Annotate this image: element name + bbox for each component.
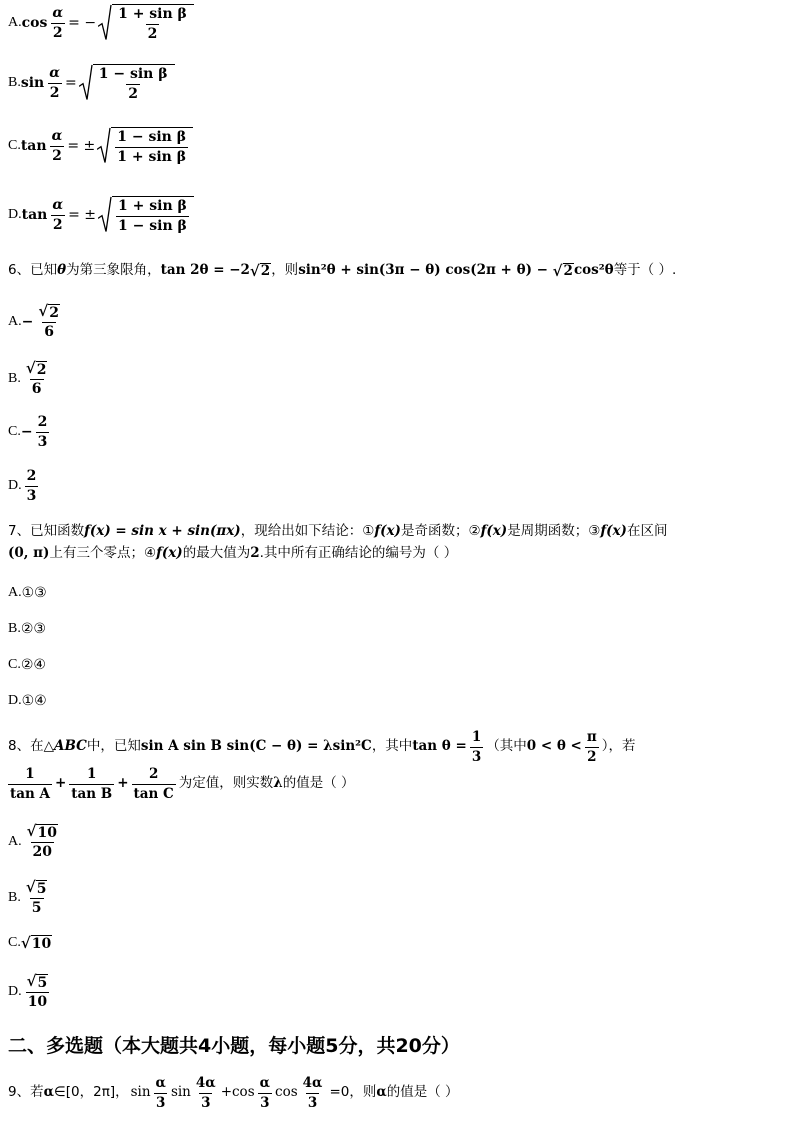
q7-stem-line1: 7、已知函数 f(x) = sin x + sin(πx) ，现给出如下结论：① f(x) 是奇函数；② f(x) 是周期函数；③ f(x) 在区间: [8, 523, 668, 540]
q8-option-b: B. √ 5 5: [8, 878, 47, 917]
q7-option-d: D. ①④: [8, 693, 47, 709]
q5-option-c: C. tan $\frac{\alpha}{2}$ = ± $\frac{\text{1 − sin β}}{\text{1 + sin β}}$: [8, 124, 193, 168]
q5-option-b: B. sin $\frac{\alpha}{2}$ = $\frac{\text{1 − sin β}}{2}$: [8, 62, 175, 104]
q6-option-d: D. $\frac{2}{3}$: [8, 467, 37, 504]
half-alpha-fraction: $\frac{\alpha}{2}$: [52, 4, 64, 41]
section-heading: 二、多选题（本大题共4小题，每小题5分，共20分）: [8, 1035, 460, 1057]
q5-option-a: A. cos $\frac{\alpha}{2}$ = − $\frac{\text{1 + sin β}}{2}$: [8, 2, 194, 44]
q8-option-d: D. √ 5 10: [8, 972, 48, 1011]
q6-option-c: C. − $\frac{2}{3}$: [8, 413, 48, 450]
q6-option-b: B. √ 2 6: [8, 359, 47, 398]
q5-option-d: D. tan $\frac{\alpha}{2}$ = ± $\frac{\text{1 + sin β}}{\text{1 − sin β}}$: [8, 193, 194, 237]
q7-stem-line2: (0, π) 上有三个零点；④ f(x) 的最大值为 2 .其中所有正确结论的编号为（ ）: [8, 545, 458, 562]
q8-stem-line2: $\frac{1}{\text{tan A}}$ + $\frac{1}{\text{tan B}}$ + $\frac{2}{\text{tan C}}$ 为定值，则实数 λ 的值是（ ）: [10, 766, 355, 802]
radical-sign-icon: [98, 196, 112, 233]
q7-option-b: B. ②③: [8, 621, 46, 637]
q8-stem-line1: 8、在△ ABC 中，已知 sin A sin B sin(C − θ) = λsin²C ，其中 tan θ = $\frac{1}{3}$ （其中 0 < θ < $\frac{\pi}{2}$ ），若: [8, 729, 636, 765]
q6-option-a: A. − √ 2 6: [8, 302, 59, 341]
q7-option-c: C. ②④: [8, 657, 46, 673]
q6-stem: 6、已知 θ 为第三象限角， tan 2θ = −2 √ 2 ，则 sin²θ + sin(3π − θ) cos(2π + θ) − √ 2 cos²θ 等于（ ）.: [8, 261, 677, 280]
q7-option-a: A. ①③: [8, 585, 47, 601]
q8-option-c: C. √ 10: [8, 934, 52, 952]
radical-sign-icon: [97, 127, 111, 164]
radical-sign-icon: [79, 64, 93, 101]
radical-sign-icon: [98, 4, 112, 41]
radical: $\frac{\text{1 + sin β}}{2}$: [98, 4, 194, 41]
q9-stem: 9、若 α ∈[0，2π]， sin $\frac{\alpha}{3}$ sin $\frac{4\alpha}{3}$ +cos $\frac{\alpha}{3}$ cos $\frac{4\alpha}{3}$ =0，则 α 的值是（ ）: [8, 1075, 459, 1111]
q8-option-a: A. √ 10 20: [8, 822, 57, 861]
